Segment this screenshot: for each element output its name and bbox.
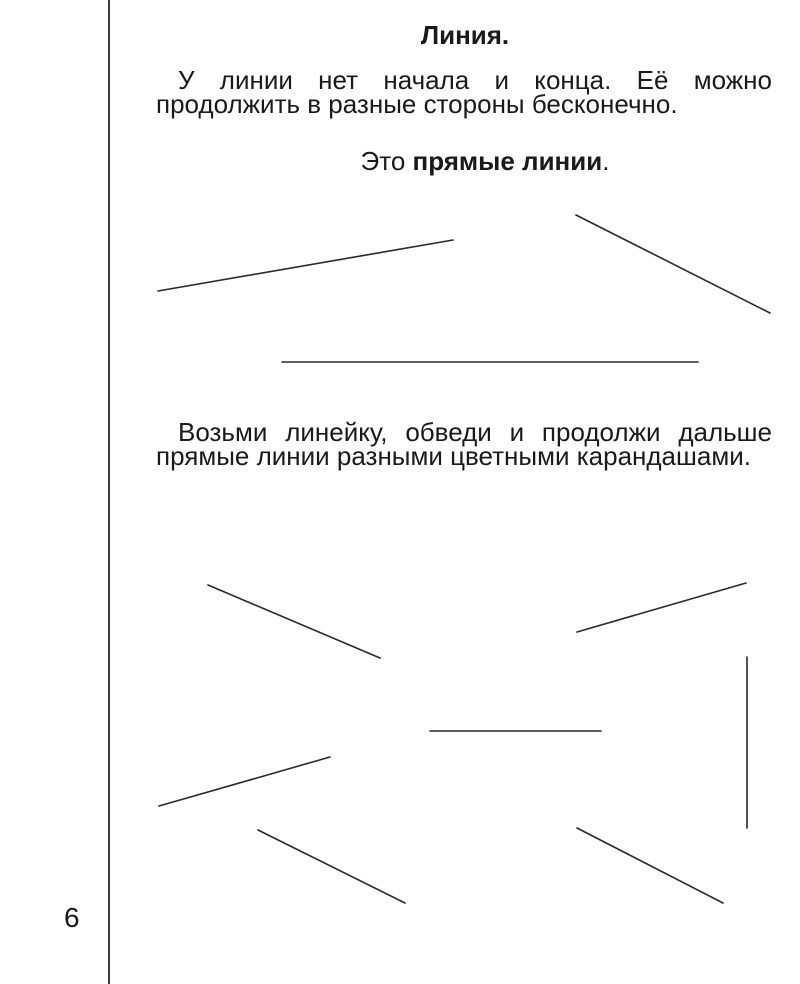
example-suffix: . bbox=[602, 146, 610, 176]
example-line-2 bbox=[576, 215, 770, 313]
exercise-line-7[interactable] bbox=[577, 828, 723, 903]
page-number: 6 bbox=[64, 902, 80, 933]
example-line-1 bbox=[158, 240, 453, 291]
task-paragraph: Возьми линейку, обведи и продолжи дальше прямые линии разными цветными карандашами. bbox=[156, 417, 772, 471]
intro-paragraph: У линии нет начала и конца. Её можно продолжить в разные стороны бесконечно. bbox=[156, 65, 772, 119]
example-prefix: Это bbox=[360, 146, 406, 176]
exercise-line-2[interactable] bbox=[577, 583, 746, 632]
exercise-line-5[interactable] bbox=[159, 757, 330, 806]
example-bold-term: прямые линии bbox=[412, 146, 603, 176]
exercise-line-1[interactable] bbox=[208, 585, 380, 658]
page-title: Линия. bbox=[420, 20, 510, 50]
exercise-line-6[interactable] bbox=[258, 830, 405, 903]
